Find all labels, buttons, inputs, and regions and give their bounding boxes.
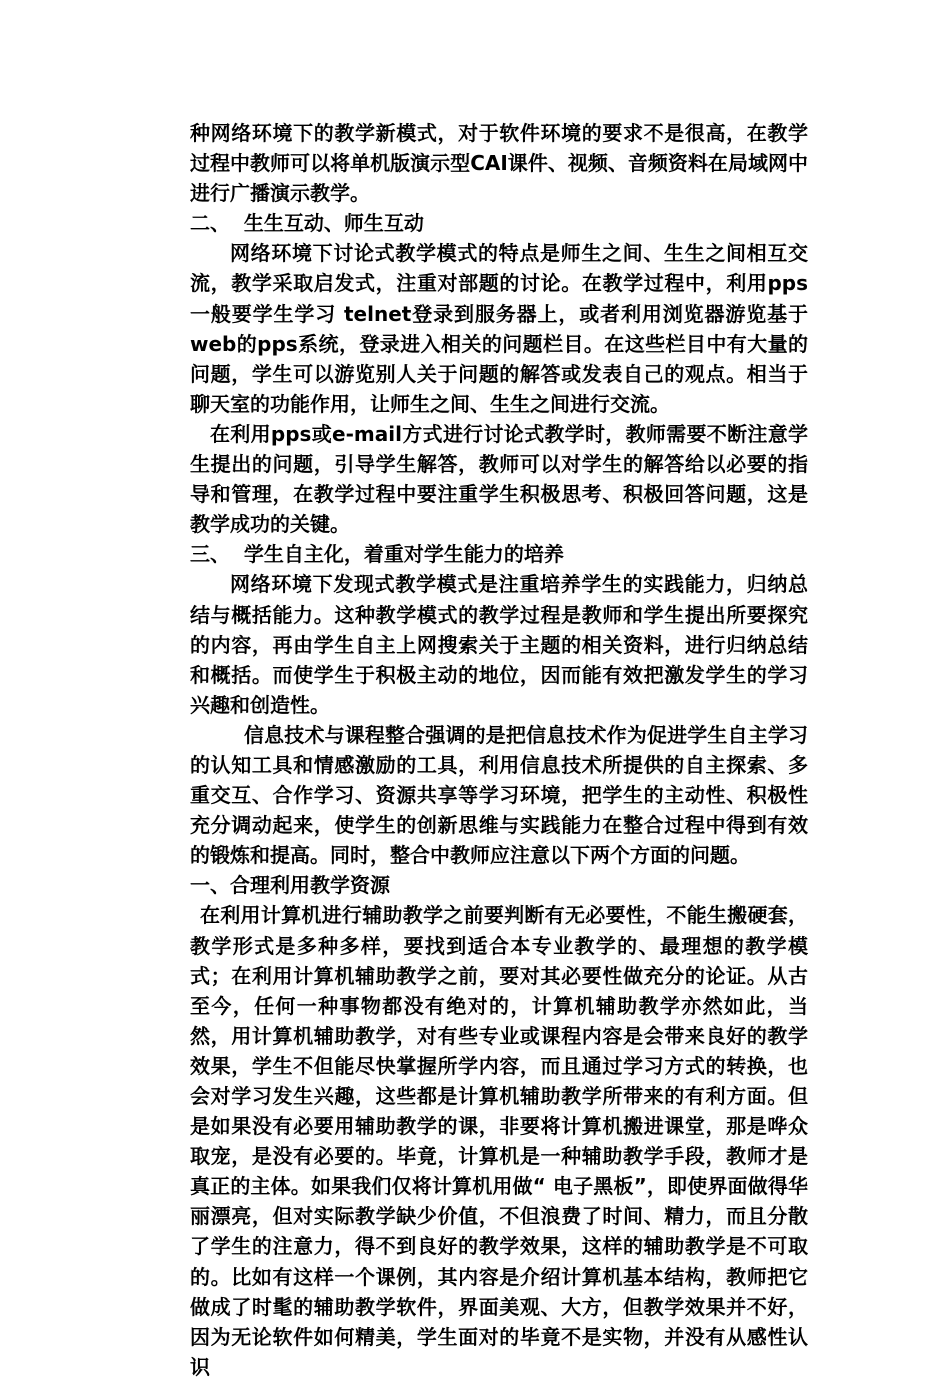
paragraph-discovery-mode: 网络环境下发现式教学模式是注重培养学生的实践能力，归纳总结与概括能力。这种教学模式的教学过程是教师和学生提出所要探究的内容，再由学生自主上网搜索关于主题的相关资料，进行归纳总结和概括。而使学生于积极主动的地位，因而能有效把激发学生的学习兴趣和创造性。 xyxy=(190,572,808,717)
document-page xyxy=(190,118,808,1382)
section-heading-resources: 一、合理利用教学资源 xyxy=(190,873,390,898)
paragraph-integration: 信息技术与课程整合强调的是把信息技术作为促进学生自主学习的认知工具和情感激励的工具，利用信息技术所提供的自主探索、多重交互、合作学习、资源共享等学习环境，把学生的主动性、积极性充分调动起来，使学生的创新思维与实践能力在整合过程中得到有效的锻炼和提高。同时，整合中教师应注意以下两个方面的问题。 xyxy=(190,722,808,868)
paragraph-intro-continuation: 种网络环境下的教学新模式，对于软件环境的要求不是很高，在教学过程中教师可以将单机版演示型CAI课件、视频、音频资料在局域网中进行广播演示教学。 xyxy=(190,121,808,206)
section-heading-3: 三、 学生自主化，着重对学生能力的培养 xyxy=(190,542,564,567)
paragraph-resources-body: 在利用计算机进行辅助教学之前要判断有无必要性，不能生搬硬套，教学形式是多种多样，要找到适合本专业教学的、最理想的教学模式；在利用计算机辅助教学之前，要对其必要性做充分的论证。从古至今，任何一种事物都没有绝对的，计算机辅助教学亦然如此，当然，用计算机辅助教学，对有些专业或课程内容是会带来良好的教学效果，学生不但能尽快掌握所学内容，而且通过学习方式的转换，也会对学习发生兴趣，这些都是计算机辅助教学所带来的有利方面。但是如果没有必要用辅助教学的课，非要将计算机搬进课堂，那是哗众取宠，是没有必要的。毕竟，计算机是一种辅助教学手段，教师才是真正的主体。如果我们仅将计算机用做“ 电子黑板”，即使界面做得华丽漂亮，但对实际教学缺少价值，不但浪费了时间、精力，而且分散了学生的注意力，得不到良好的教学效果，这样的辅助教学是不可取的。比如有这样一个课例，其内容是介绍计算机基本结构，教师把它做成了时髦的辅助教学软件，界面美观、大方，但教学效果并不好，因为无论软件如何精美，学生面对的毕竟不是实物，并没有从感性认识 xyxy=(190,903,808,1379)
section-heading-2: 二、 生生互动、师生互动 xyxy=(190,211,424,236)
paragraph-pps-email: 在利用pps或e-mail方式进行讨论式教学时，教师需要不断注意学生提出的问题，引导学生解答，教师可以对学生的解答给以必要的指导和管理，在教学过程中要注重学生积极思考、积极回答问题，这是教学成功的关键。 xyxy=(190,421,808,537)
paragraph-discussion-mode: 网络环境下讨论式教学模式的特点是师生之间、生生之间相互交流，教学采取启发式，注重对部题的讨论。在教学过程中，利用pps一般要学生学习 telnet登录到服务器上，或者利用浏览器游览基于web的pps系统，登录进入相关的问题栏目。在这些栏目中有大量的问题，学生可以游览别人关于问题的解答或发表自己的观点。相当于聊天室的功能作用，让师生之间、生生之间进行交流。 xyxy=(190,241,808,416)
